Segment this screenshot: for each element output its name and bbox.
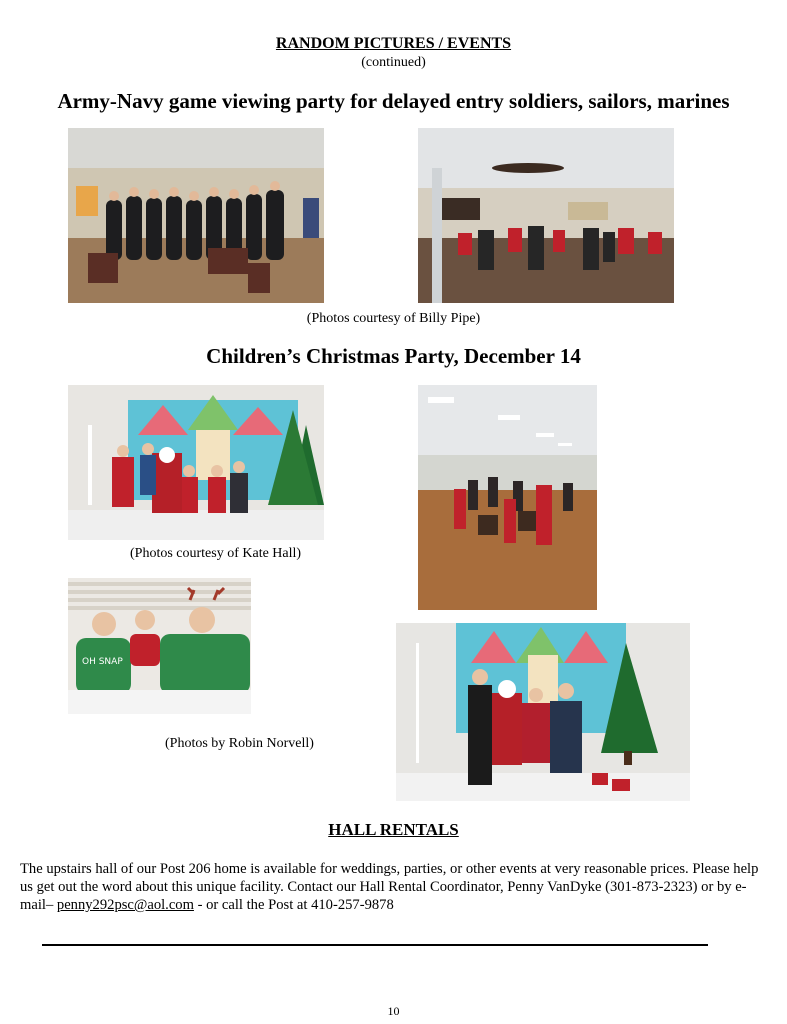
- svg-text:OH SNAP: OH SNAP: [82, 657, 123, 667]
- email-link[interactable]: penny292psc@aol.com: [56, 897, 194, 913]
- hall-rentals-paragraph: [20, 860, 770, 914]
- christmas-caption-robin-norvell: (Photos by Robin Norvell): [165, 736, 314, 751]
- hall-rentals-text-end: - or call the Post at 410-257-9878: [193, 897, 394, 913]
- section-subtitle: (continued): [361, 55, 426, 70]
- army-navy-caption: (Photos courtesy of Billy Pipe): [306, 311, 481, 326]
- army-navy-heading: Army-Navy game viewing party for delayed entry soldiers, sailors, marines: [57, 89, 730, 113]
- party-hall-photo: [418, 385, 597, 610]
- christmas-caption-kate-hall: (Photos courtesy of Kate Hall): [130, 546, 302, 561]
- santa-with-children-photo: [68, 385, 324, 540]
- santa-with-adults-photo: [396, 623, 690, 801]
- section-title: RANDOM PICTURES / EVENTS: [275, 35, 512, 52]
- hall-rentals-heading: HALL RENTALS: [328, 820, 459, 839]
- army-navy-group-photo: [68, 128, 324, 303]
- page-number: 10: [387, 1004, 400, 1018]
- army-navy-crowd-photo: [418, 128, 674, 303]
- volunteers-photo: [68, 578, 251, 714]
- horizontal-rule: [42, 944, 708, 946]
- christmas-party-heading: Children’s Christmas Party, December 14: [206, 344, 581, 368]
- hall-rentals-text: The upstairs hall of our Post 206 home is available for weddings, parties, or other events at very reasonable prices. Please help us get out the word about this unique facility. Contact our Hall Rental Coordinator, Penny VanDyke (301-873-2323) or by e-mail–: [20, 861, 759, 913]
